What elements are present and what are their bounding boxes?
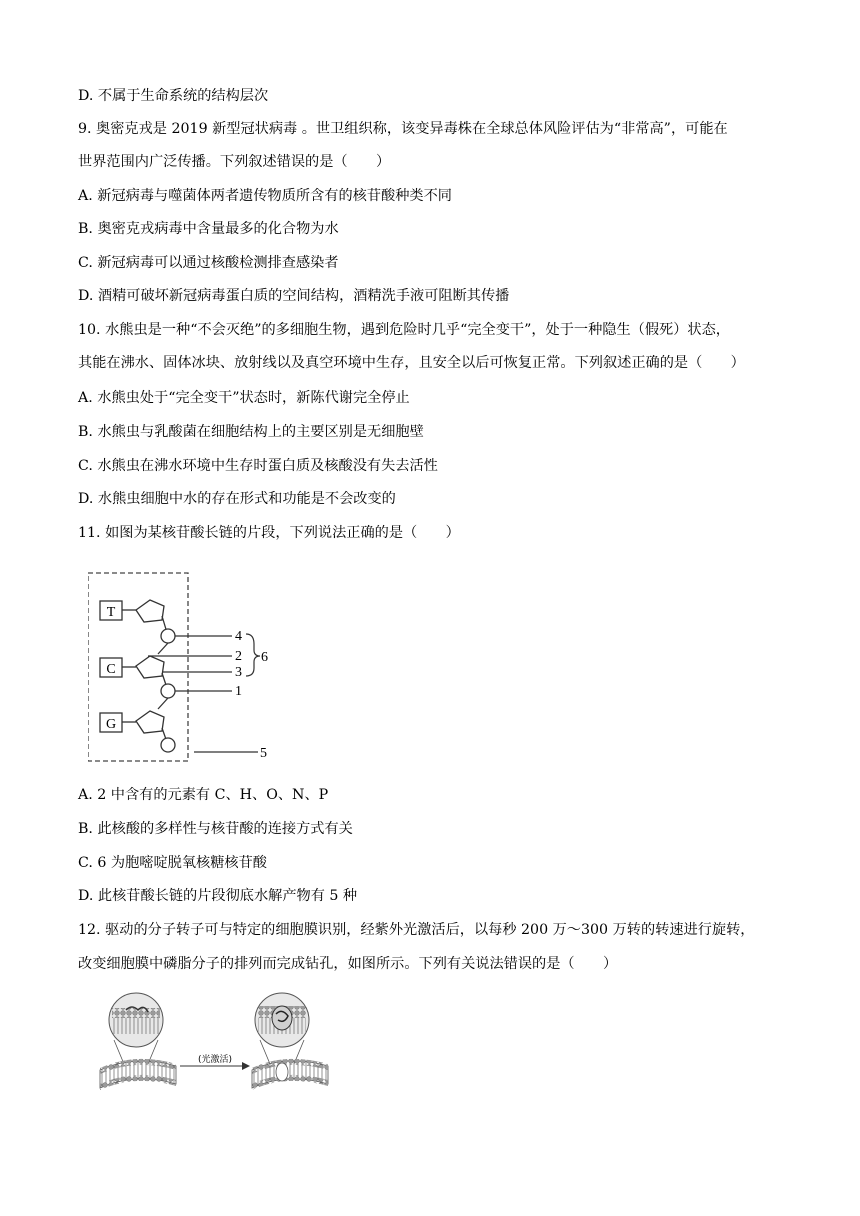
sugar-2 — [136, 656, 164, 678]
q10-option-d: D. 水熊虫细胞中水的存在形式和功能是不会改变的 — [78, 491, 396, 507]
q9-stem-line1: 9. 奥密克戎是 2019 新型冠状病毒 。世卫组织称，该变异毒株在全球总体风险评估为“非常高”，可能在 — [78, 121, 728, 137]
sugar-1 — [136, 600, 164, 622]
label-4: 4 — [235, 629, 242, 644]
base-label-c: C — [106, 662, 116, 677]
label-5: 5 — [260, 746, 267, 761]
label-6: 6 — [261, 650, 268, 665]
q11-stem: 11. 如图为某核苷酸长链的片段，下列说法正确的是（ ） — [78, 525, 460, 541]
q9-option-d: D. 酒精可破坏新冠病毒蛋白质的空间结构，酒精洗手液可阻断其传播 — [78, 288, 510, 304]
label-2: 2 — [235, 649, 242, 664]
membrane-drilling-figure — [96, 992, 336, 1096]
nucleotide-chain-figure — [88, 572, 288, 767]
arrow-label: (光激活) — [197, 1055, 233, 1065]
light-activation-arrow — [180, 1053, 250, 1070]
q11-option-a: A. 2 中含有的元素有 C、H、O、N、P — [78, 787, 329, 803]
phosphate-2 — [161, 684, 175, 698]
membrane-slab-before — [100, 1059, 176, 1090]
q10-option-c: C. 水熊虫在沸水环境中生存时蛋白质及核酸没有失去活性 — [78, 458, 438, 474]
phosphate-1 — [161, 629, 175, 643]
membrane-zoom-before — [109, 993, 163, 1047]
label-3: 3 — [235, 665, 242, 680]
q10-option-b: B. 水熊虫与乳酸菌在细胞结构上的主要区别是无细胞壁 — [78, 424, 424, 440]
q11-option-c: C. 6 为胞嘧啶脱氧核糖核苷酸 — [78, 855, 267, 871]
phosphate-3 — [161, 738, 175, 752]
membrane-slab-after — [252, 1059, 328, 1090]
sugar-3 — [136, 711, 164, 733]
label-1: 1 — [235, 684, 242, 699]
q11-option-b: B. 此核酸的多样性与核苷酸的连接方式有关 — [78, 821, 353, 837]
q10-stem-line2: 其能在沸水、固体冰块、放射线以及真空环境中生存，且安全以后可恢复正常。下列叙述正确的是（ ） — [78, 355, 745, 371]
base-label-g: G — [105, 717, 117, 732]
base-label-t: T — [106, 605, 116, 620]
q9-stem-line2: 世界范围内广泛传播。下列叙述错误的是（ ） — [78, 154, 391, 170]
q11-option-d: D. 此核苷酸长链的片段彻底水解产物有 5 种 — [78, 888, 358, 904]
q8-option-d: D. 不属于生命系统的结构层次 — [78, 88, 269, 104]
q9-option-a: A. 新冠病毒与噬菌体两者遗传物质所含有的核苷酸种类不同 — [78, 188, 452, 204]
membrane-zoom-after — [255, 993, 309, 1047]
q9-option-b: B. 奥密克戎病毒中含量最多的化合物为水 — [78, 221, 339, 237]
q10-stem-line1: 10. 水熊虫是一种“不会灭绝”的多细胞生物，遇到危险时几乎“完全变干”，处于一种隐生（假死）状态， — [78, 322, 730, 338]
q12-stem-line1: 12. 驱动的分子转子可与特定的细胞膜识别，经紫外光激活后，以每秒 200 万～300 万转的转速进行旋转， — [78, 922, 755, 938]
q12-stem-line2: 改变细胞膜中磷脂分子的排列而完成钻孔，如图所示。下列有关说法错误的是（ ） — [78, 956, 618, 972]
q10-option-a: A. 水熊虫处于“完全变干”状态时，新陈代谢完全停止 — [78, 390, 410, 406]
q9-option-c: C. 新冠病毒可以通过核酸检测排查感染者 — [78, 255, 339, 271]
